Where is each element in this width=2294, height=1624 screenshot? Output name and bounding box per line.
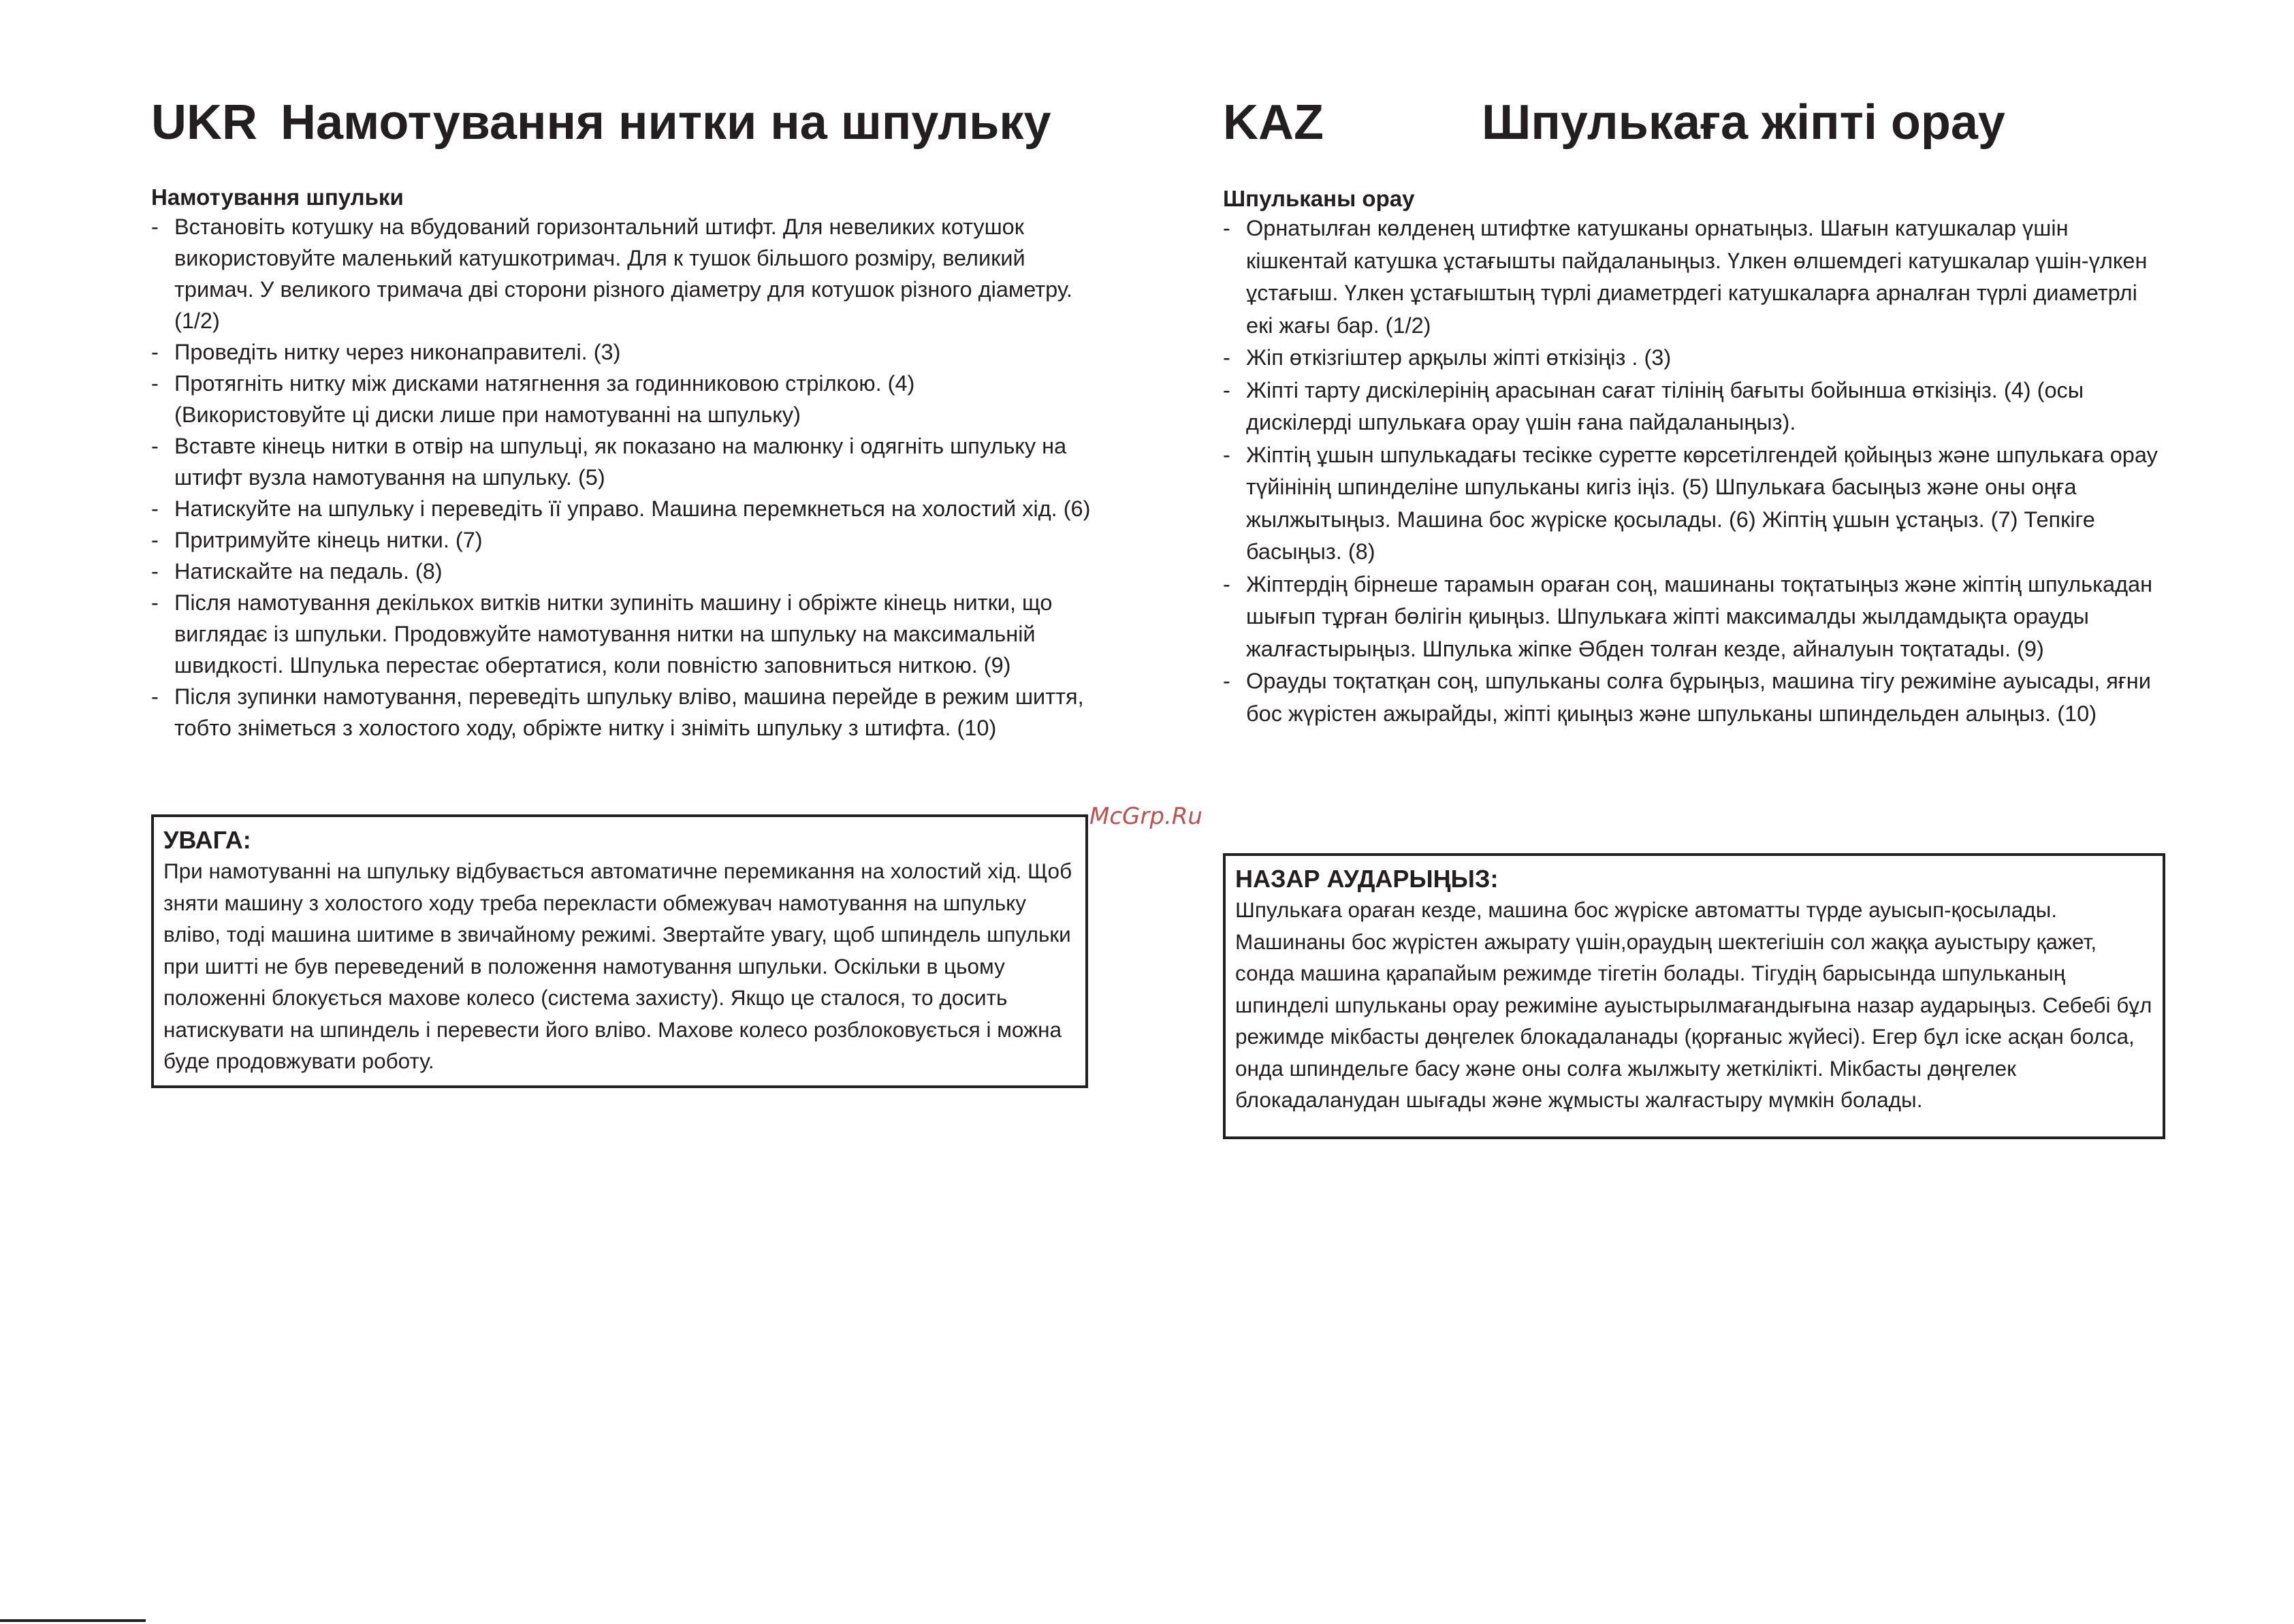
- ukr-title-row: [151, 89, 1091, 163]
- ukr-step-8: - Після намотування декількох витків нитки зупиніть машину і обріжте кінець нитки, що виглядає із шпульки. Продовжуйте намотування нитки на шпульку на максимальній швидкості. Шпулька перестає обертатися, коли повністю заповниться ниткою. (9): [151, 587, 1091, 681]
- ukr-step-2: - Проведіть нитку через никонаправителі. (3): [151, 336, 1091, 368]
- ukr-step-3: - Протягніть нитку між дисками натягнення за годинниковою стрілкою. (4) (Використовуйте ці диски лише при намотуванні на шпульку): [151, 368, 1091, 430]
- kaz-notice-title: НАЗАР АУДАРЫҢЫЗ:: [1235, 865, 1499, 893]
- kaz-section-heading: Шпульканы орау: [1223, 186, 1415, 211]
- ukr-page-title: Намотування нитки на шпульку: [281, 95, 1051, 150]
- ukr-step-6: - Притримуйте кінець нитки. (7): [151, 524, 1091, 556]
- footer-rule: [0, 1619, 146, 1622]
- kaz-step-4: - Жіптің ұшын шпулькадағы тесікке суретте көрсетілгендей қойыңыз және шпулькаға орау түйінінің шпинделіне шпульканы кигіз іңіз. (5) Шпулькаға басыңыз және оны оңға жылжытыңыз. Машина бос жүріске қосылады. (6) Жіптің ұшын ұстаңыз. (7) Тепкіге басыңыз. (8): [1223, 439, 2163, 569]
- ukr-step-4: - Вставте кінець нитки в отвір на шпульці, як показано на малюнку і одягніть шпульку на штифт вузла намотування на шпульку. (5): [151, 430, 1091, 493]
- kaz-notice-text: Шпулькаға ораған кезде, машина бос жүріске автоматты түрде ауысып-қосылады. Машинаны бос жүрістен ажырату үшін,ораудың шектегішін сол жаққа ауыстыру қажет, сонда машина қарапайым режимде тігетін болады. Тігудің барысында шпульканың шпинделі шпульканы орау режиміне ауыстырылмағандығына назар аударыңыз. Себебі бұл режимде мікбасты дөңгелек блокадаланады (қорғаныс жүйесі). Егер бұл іске асқан болса, онда шпиндельге басу және оны солға жылжыту жеткілікті. Мікбасты дөңгелек блокадаланудан шығады және жұмысты жалғастыру мүмкін болады.: [1235, 897, 2152, 1112]
- ukr-notice-text: При намотуванні на шпульку відбувається автоматичне перемикання на холостий хід. Щоб зняти машину з холостого ходу треба переклacти обмежувач намотування на шпульку вліво, тоді машина шитиме в звичайному режимі. Звертайте увагу, щоб шпиндель шпульки при шитті не був переведений в положення намотування шпульки. Оскільки в цьому положенні блокується махове колесо (система захисту). Якщо це сталося, то досить натискувати на шпиндель і перевести його вліво. Махове колесо розблоковується і можна буде продовжувати роботу.: [163, 859, 1072, 1073]
- ukr-notice-box: [151, 814, 1088, 1088]
- watermark-link[interactable]: McGrp.Ru: [1089, 803, 1202, 830]
- kaz-steps-list: [1223, 212, 2163, 730]
- kaz-page-title: Шпулькаға жіпті орау: [1482, 95, 2005, 150]
- kaz-lang-code: KAZ: [1223, 95, 1324, 150]
- ukr-step-9: - Після зупинки намотування, переведіть шпульку вліво, машина перейде в режим шиття, тобто зніметься з холостого ходу, обріжте нитку і зніміть шпульку з штифта. (10): [151, 681, 1091, 744]
- ukr-notice-title: УВАГА:: [163, 826, 251, 854]
- kaz-step-6: - Орауды тоқтатқан соң, шпульканы солға бұрыңыз, машина тігу режиміне ауысады, яғни бос жүрістен ажырайды, жіпті қиыңыз және шпульканы шпиндельден алыңыз. (10): [1223, 665, 2163, 730]
- kaz-notice-box: [1223, 853, 2165, 1139]
- ukr-step-5: - Натискуйте на шпульку і переведіть її управо. Машина перемкнеться на холостий хід. (6): [151, 493, 1091, 524]
- kaz-step-5: - Жіптердің бірнеше тарамын ораған соң, машинаны тоқтатыңыз және жіптің шпулькадан шығып тұрған бөлігін қиыңыз. Шпулькаға жіпті максималды жылдамдықта орауды жалғастырыңыз. Шпулька жіпке Әбден толған кезде, айналуын тоқтатады. (9): [1223, 569, 2163, 666]
- ukr-steps-list: [151, 211, 1091, 744]
- ukr-step-1: - Встановіть котушку на вбудований горизонтальний штифт. Для невеликих котушок використовуйте маленький катушкотримач. Для к тушок більшого розміру, великий тримач. У великого тримача дві сторони різного діаметру для котушок різного діаметру. (1/2): [151, 211, 1091, 336]
- ukr-lang-code: UKR: [151, 95, 257, 150]
- ukr-section-heading: Намотування шпульки: [151, 185, 404, 210]
- kaz-step-1: - Орнатылған көлденең штифтке катушканы орнатыңыз. Шағын катушкалар үшін кішкентай катушка ұстағышты пайдаланыңыз. Үлкен өлшемдегі катушкалар үшін-үлкен ұстағыш. Үлкен ұстағыштың түрлі диаметрдегі катушкаларға арналған түрлі диаметрлі екі жағы бар. (1/2): [1223, 212, 2163, 342]
- kaz-step-2: - Жіп өткізгіштер арқылы жіпті өткізіңіз . (3): [1223, 342, 2163, 375]
- kaz-title-row: [1223, 89, 2163, 163]
- kaz-step-3: - Жіпті тарту дискілерінің арасынан сағат тілінің бағыты бойынша өткізіңіз. (4) (осы дискілерді шпулькаға орау үшін ғана пайдаланыңыз).: [1223, 375, 2163, 439]
- ukr-step-7: - Натискайте на педаль. (8): [151, 556, 1091, 587]
